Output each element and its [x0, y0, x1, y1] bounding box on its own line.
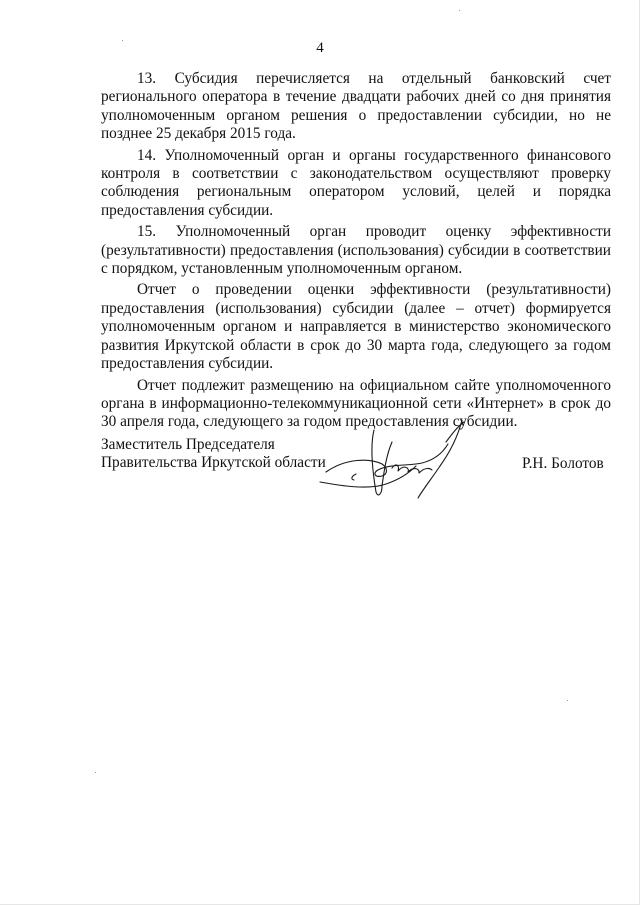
paragraph-number: 13. — [137, 70, 157, 87]
paragraph-number: 15. — [137, 223, 157, 241]
paragraph-report — [101, 281, 611, 373]
handwritten-signature — [312, 416, 472, 506]
paragraph-number: 14. — [137, 146, 157, 164]
paragraph-15 — [101, 223, 611, 278]
signer-name: Р.Н. Болотов — [522, 455, 604, 472]
scan-speck — [459, 10, 460, 11]
scan-speck — [122, 40, 123, 41]
page-number: 4 — [316, 40, 324, 56]
position-line-2: Правительства Иркутской области — [101, 454, 326, 472]
paragraph-text: Отчет подлежит размещению на официальном сайте уполномоченного органа в информационно-телекоммуникационной сети «Интернет» в срок до 30 апреля года, следующего за годом предоставления субсидии. — [101, 376, 611, 431]
scan-speck — [567, 700, 568, 701]
paragraph-text: Уполномоченный орган проводит оценку эффективности (результативности) предоставления (использования) субсидии в соответствии с порядком, установленным уполномоченным органом. — [101, 223, 612, 278]
paragraph-13 — [101, 70, 611, 144]
paragraph-14 — [101, 147, 611, 221]
scan-speck — [95, 772, 96, 773]
paragraph-text: Субсидия перечисляется на отдельный банковский счет регионального оператора в течение двадцати рабочих дней со дня принятия уполномоченным органом решения о предоставлении субсидии, но не позднее 25 декабря 2015 года. — [101, 70, 611, 143]
signatory-position — [101, 436, 326, 473]
position-line-1: Заместитель Председателя — [101, 436, 275, 453]
paragraph-text: Отчет о проведении оценки эффективности (результативности) предоставления (использования) субсидии (далее – отчет) формируется уполномоченным органом и направляется в министерство экономического развития Иркутской области в срок до 30 марта года, следующего за годом предоставления субсидии. — [101, 281, 611, 373]
document-body — [101, 70, 611, 435]
paragraph-text: Уполномоченный орган и органы государственного финансового контроля в соответствии с законодательством осуществляют проверку соблюдения региональным оператором условий, целей и порядка предоставления субсидии. — [101, 146, 612, 219]
